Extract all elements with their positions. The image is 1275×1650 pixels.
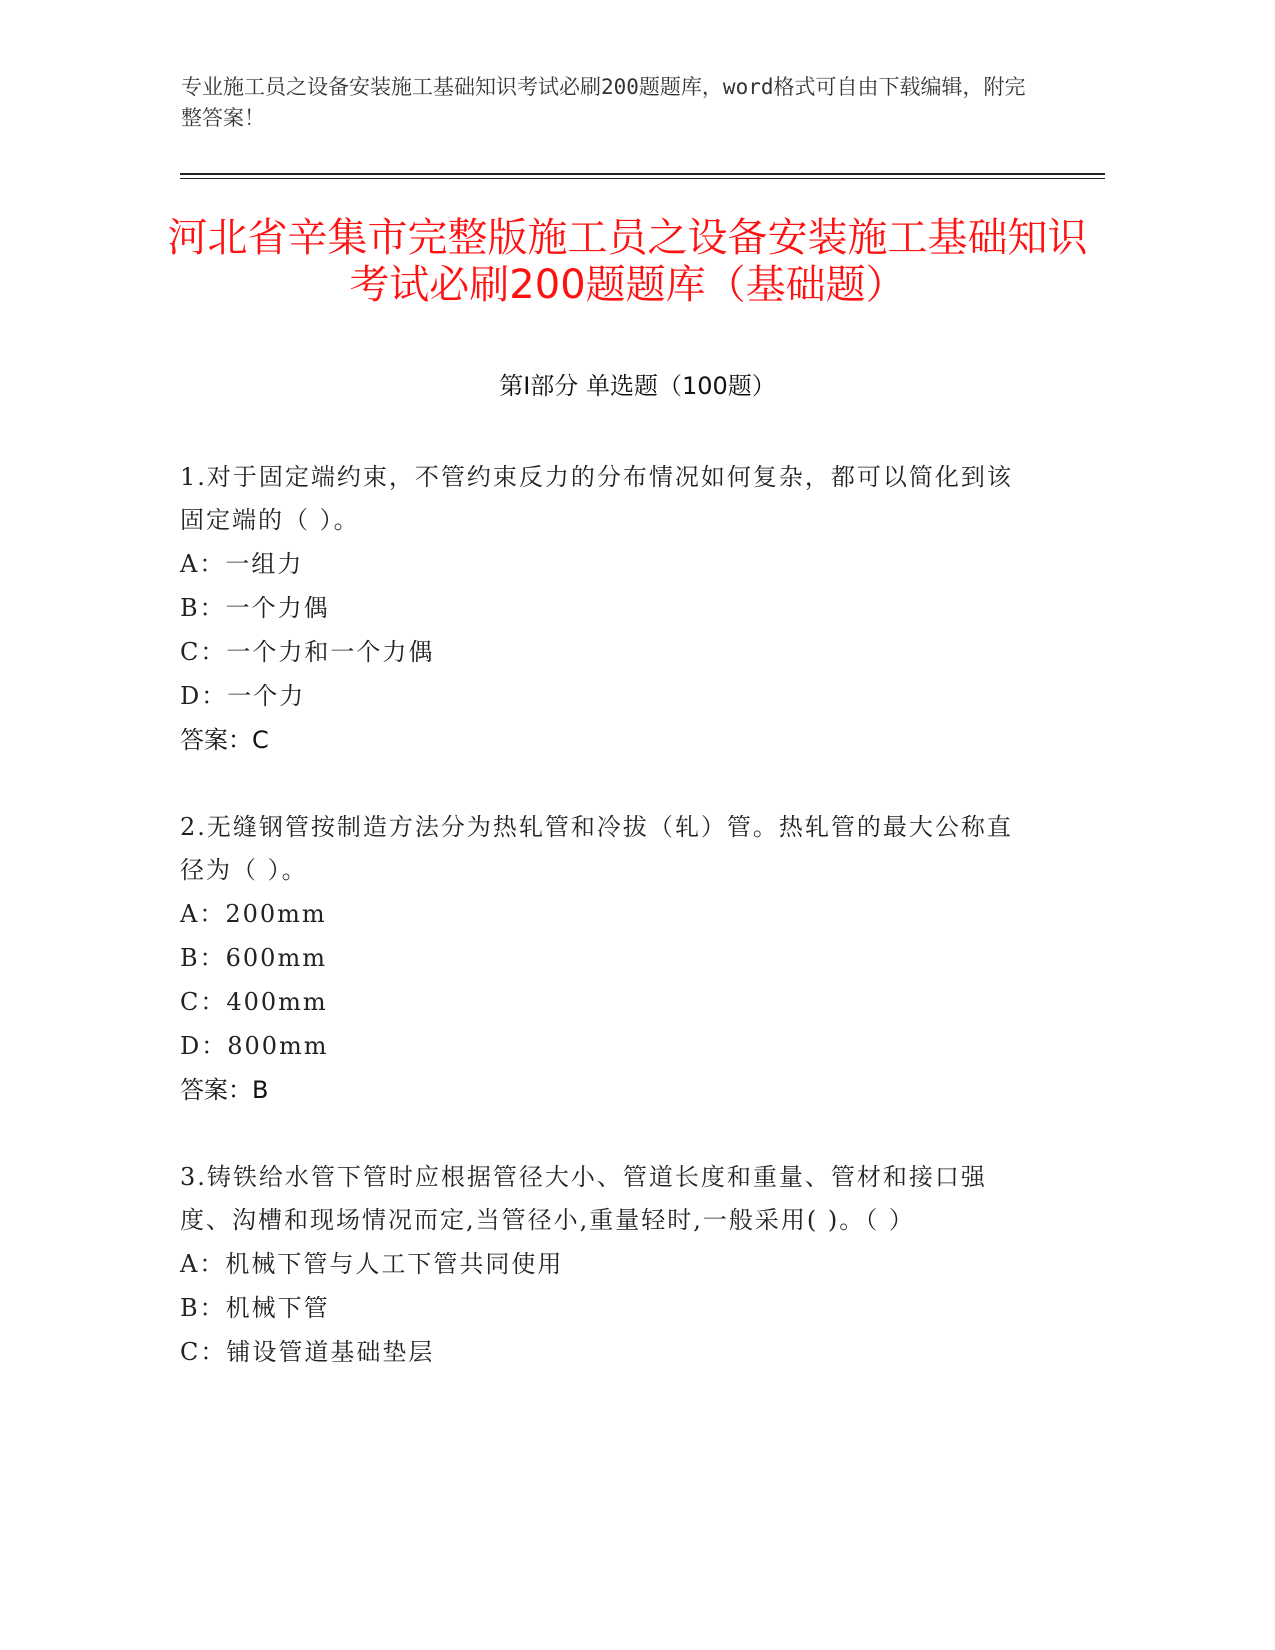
question-stem: 1.对于固定端约束，不管约束反力的分布情况如何复杂，都可以简化到该固定端的（ ）。 xyxy=(180,463,1013,534)
header-divider-thin xyxy=(180,178,1105,179)
header-divider-thick xyxy=(180,173,1105,175)
document-title: 河北省辛集市完整版施工员之设备安装施工基础知识考试必刷200题题库（基础题） xyxy=(167,215,1088,308)
answer-label: 答案：B xyxy=(180,1076,269,1104)
question-stem: 3.铸铁给水管下管时应根据管径大小、管道长度和重量、管材和接口强度、沟槽和现场情况而定,当管径小,重量轻时,一般采用( )。（ ） xyxy=(180,1163,987,1234)
answer-label: 答案：C xyxy=(180,726,269,754)
option-c: C：铺设管道基础垫层 xyxy=(180,1338,435,1366)
question-2 xyxy=(180,806,1020,1112)
question-list xyxy=(180,456,1020,1418)
option-c: C：400mm xyxy=(180,988,328,1016)
option-c: C：一个力和一个力偶 xyxy=(180,638,435,666)
option-d: D：800mm xyxy=(180,1032,329,1060)
header-note: 专业施工员之设备安装施工基础知识考试必刷200题题库，word格式可自由下载编辑，附完整答案！ xyxy=(181,75,1026,130)
section-title: 第Ⅰ部分 单选题（100题） xyxy=(499,372,776,400)
option-a: A：机械下管与人工下管共同使用 xyxy=(180,1250,564,1278)
option-a: A：一组力 xyxy=(180,550,304,578)
option-a: A：200mm xyxy=(180,900,327,928)
option-b: B：600mm xyxy=(180,944,327,972)
question-stem: 2.无缝钢管按制造方法分为热轧管和冷拔（轧）管。热轧管的最大公称直径为（ ）。 xyxy=(180,813,1013,884)
option-b: B：一个力偶 xyxy=(180,594,330,622)
option-d: D：一个力 xyxy=(180,682,306,710)
question-3 xyxy=(180,1156,1020,1374)
option-b: B：机械下管 xyxy=(180,1294,330,1322)
question-1 xyxy=(180,456,1020,762)
